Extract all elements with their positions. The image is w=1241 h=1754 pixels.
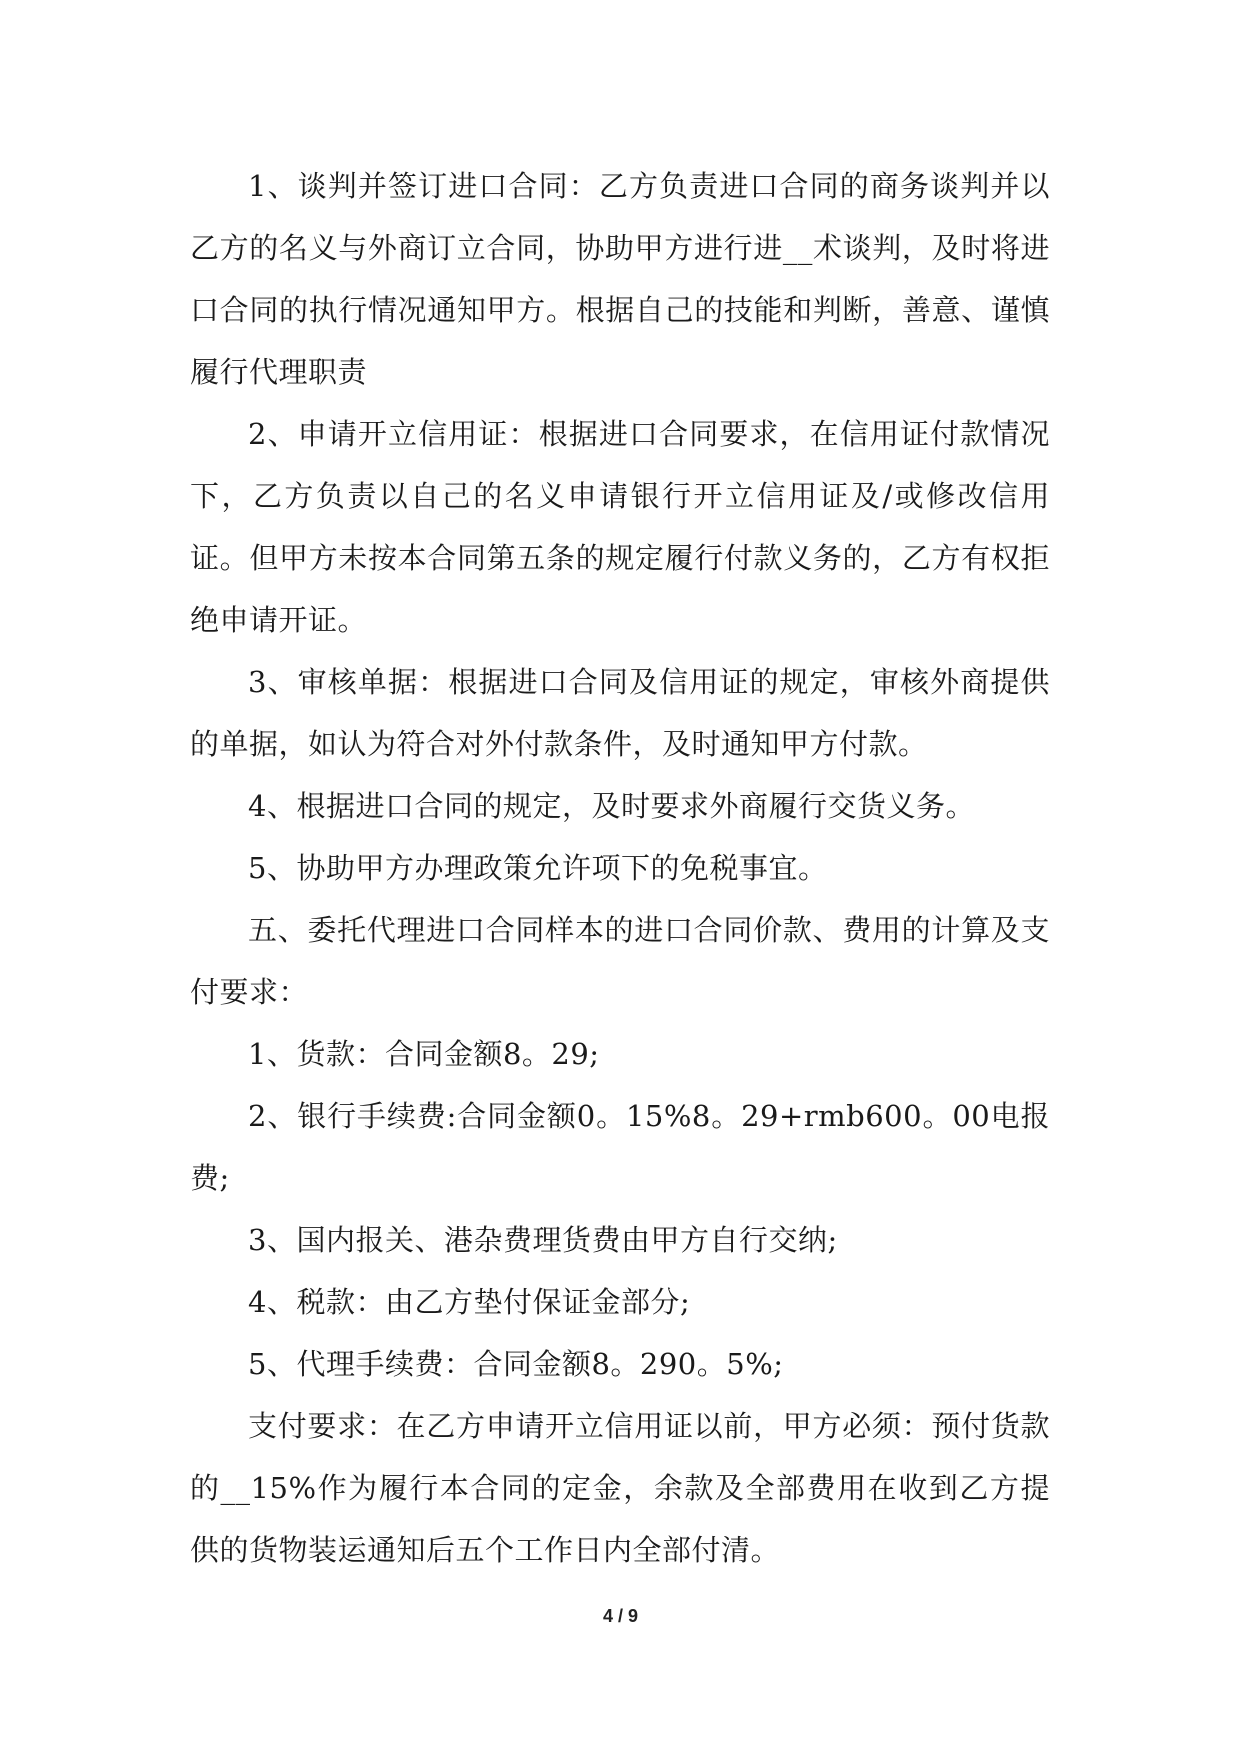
paragraph-item-2-letter-of-credit: 2、申请开立信用证：根据进口合同要求，在信用证付款情况下，乙方负责以自己的名义申请银行开立信用证及/或修改信用证。但甲方未按本合同第五条的规定履行付款义务的，乙方有权拒绝申请开证。	[190, 417, 1050, 637]
section-heading-five-price-fees: 五、委托代理进口合同样本的进口合同价款、费用的计算及支付要求：	[190, 913, 1050, 1009]
paragraph-item-3-review-documents: 3、审核单据：根据进口合同及信用证的规定，审核外商提供的单据，如认为符合对外付款条件，及时通知甲方付款。	[190, 665, 1050, 761]
paragraph-item-1-negotiate-contract: 1、谈判并签订进口合同：乙方负责进口合同的商务谈判并以乙方的名义与外商订立合同，协助甲方进行进__术谈判，及时将进口合同的执行情况通知甲方。根据自己的技能和判断，善意、谨慎履行代理职责	[190, 169, 1050, 389]
fee-item-5-agency-fee: 5、代理手续费：合同金额8。290。5%;	[248, 1347, 784, 1381]
fee-item-3-customs-fees: 3、国内报关、港杂费理货费由甲方自行交纳;	[248, 1223, 838, 1257]
paragraph-item-4-delivery: 4、根据进口合同的规定，及时要求外商履行交货义务。	[248, 789, 975, 823]
fee-item-2-bank-charges: 2、银行手续费:合同金额0。15%8。29+rmb600。00电报费;	[190, 1099, 1050, 1195]
document-body	[190, 155, 1050, 1581]
page-number: 4 / 9	[602, 1606, 639, 1626]
fee-item-1-goods-payment: 1、货款：合同金额8。29;	[248, 1037, 600, 1071]
fee-item-4-taxes: 4、税款：由乙方垫付保证金部分;	[248, 1285, 691, 1319]
paragraph-item-5-tax-exemption: 5、协助甲方办理政策允许项下的免税事宜。	[248, 851, 828, 885]
payment-requirements-paragraph: 支付要求：在乙方申请开立信用证以前，甲方必须：预付货款的__15%作为履行本合同的定金，余款及全部费用在收到乙方提供的货物装运通知后五个工作日内全部付清。	[190, 1409, 1050, 1567]
